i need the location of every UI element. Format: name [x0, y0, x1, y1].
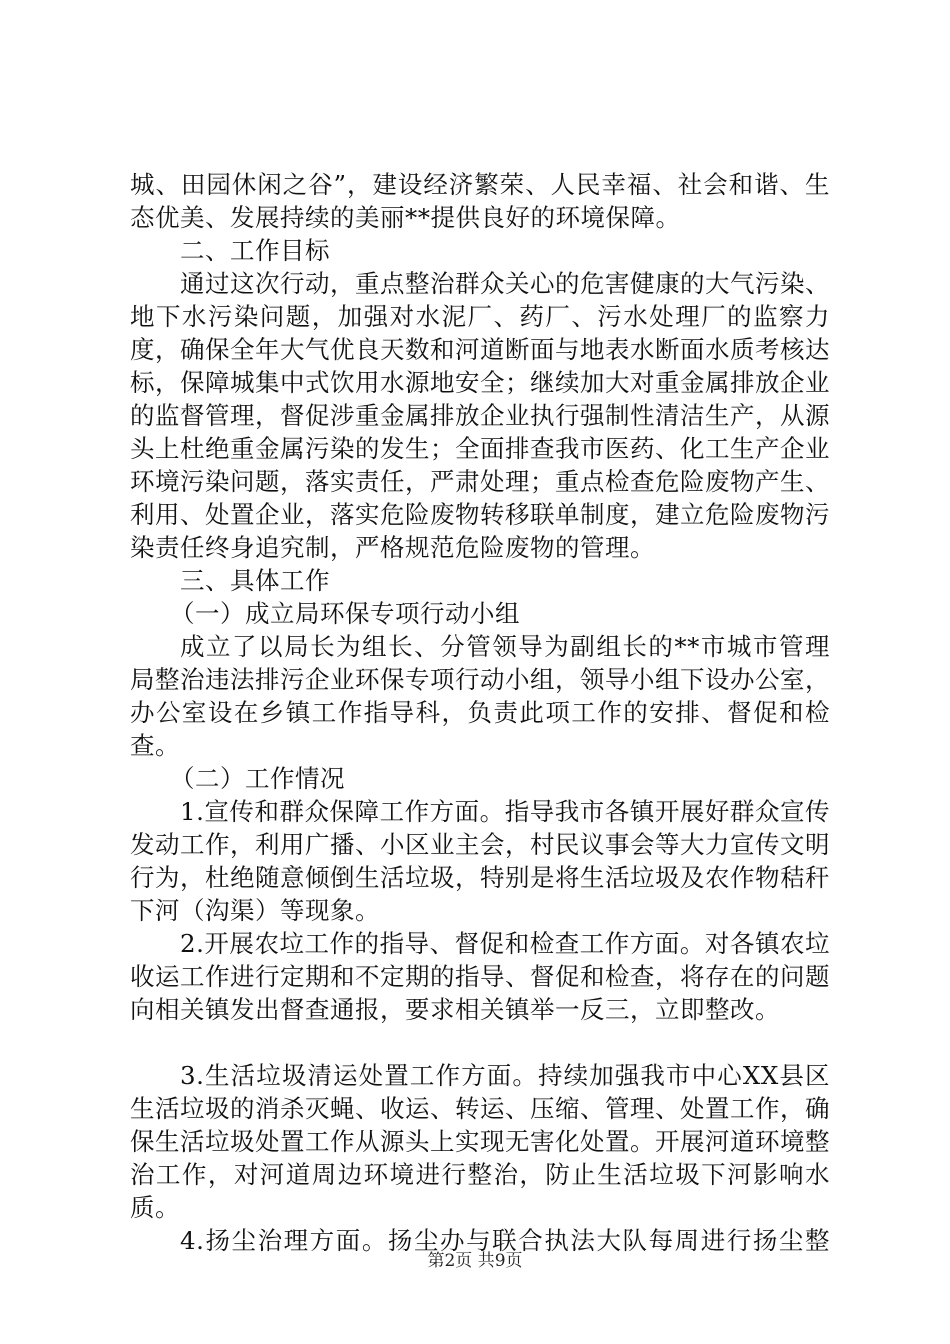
paragraph-item-3: 3.生活垃圾清运处置工作方面。持续加强我市中心XX县区生活垃圾的消杀灭蝇、收运、转运、压缩、管理、处置工作，确保生活垃圾处置工作从源头上实现无害化处置。开展河道环境整治工作，对河道周边环境进行整治，防止生活垃圾下河影响水质。 — [130, 1061, 830, 1222]
subsection-heading-status: （二）工作情况 — [170, 764, 345, 793]
section-heading-goals: 二、工作目标 — [180, 236, 330, 265]
subsection-heading-team: （一）成立局环保专项行动小组 — [170, 599, 520, 628]
section-heading-specific-work: 三、具体工作 — [180, 566, 330, 595]
paragraph-goals: 通过这次行动，重点整治群众关心的危害健康的大气污染、地下水污染问题，加强对水泥厂、药厂、污水处理厂的监察力度，确保全年大气优良天数和河道断面与地表水断面水质考核达标，保障城集中式饮用水源地安全；继续加大对重金属排放企业的监督管理，督促涉重金属排放企业执行强制性清洁生产，从源头上杜绝重金属污染的发生；全面排查我市医药、化工生产企业环境污染问题，落实责任，严肃处理；重点检查危险废物产生、利用、处置企业，落实危险废物转移联单制度，建立危险废物污染责任终身追究制，严格规范危险废物的管理。 — [130, 269, 830, 562]
paragraph-item-4: 4.扬尘治理方面。扬尘办与联合执法大队每周进行扬尘整 — [180, 1226, 830, 1255]
page-number-footer: 第2页 共9页 — [427, 1251, 523, 1271]
document-body — [130, 168, 830, 1257]
paragraph-continuation: 城、田园休闲之谷”，建设经济繁荣、人民幸福、社会和谐、生态优美、发展持续的美丽**提供良好的环境保障。 — [130, 170, 830, 232]
paragraph-team: 成立了以局长为组长、分管领导为副组长的**市城市管理局整治违法排污企业环保专项行动小组，领导小组下设办公室，办公室设在乡镇工作指导科，负责此项工作的安排、督促和检查。 — [130, 632, 830, 760]
paragraph-item-2: 2.开展农垃工作的指导、督促和检查工作方面。对各镇农垃收运工作进行定期和不定期的指导、督促和检查，将存在的问题向相关镇发出督查通报，要求相关镇举一反三，立即整改。 — [130, 929, 830, 1024]
blank-line — [130, 1026, 830, 1059]
paragraph-item-1: 1.宣传和群众保障工作方面。指导我市各镇开展好群众宣传发动工作，利用广播、小区业主会，村民议事会等大力宣传文明行为，杜绝随意倾倒生活垃圾，特别是将生活垃圾及农作物秸秆下河（沟渠）等现象。 — [130, 797, 830, 925]
